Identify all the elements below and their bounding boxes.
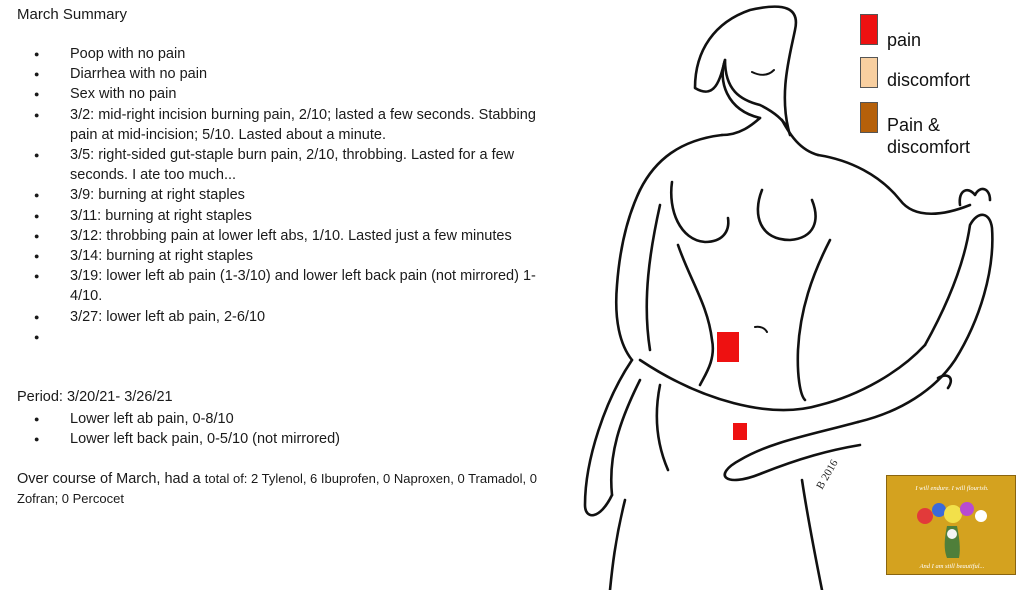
list-item: ● Sex with no pain xyxy=(17,84,557,104)
list-item: ● 3/12: throbbing pain at lower left abs, 1/10. Lasted just a few minutes xyxy=(17,226,557,246)
list-item: ● 3/5: right-sided gut-staple burn pain, 2/10, throbbing. Lasted for a few seconds. I ate too much... xyxy=(17,145,557,185)
list-item: ● Diarrhea with no pain xyxy=(17,64,557,84)
medication-lead: Over course of March, had a xyxy=(17,471,205,487)
breast-right xyxy=(758,190,816,240)
list-item: ● 3/2: mid-right incision burning pain, 2/10; lasted a few seconds. Stabbing pain at mid-incision; 5/10. Lasted about a minute. xyxy=(17,105,557,145)
neck xyxy=(722,118,818,155)
list-item: ● 3/19: lower left ab pain (1-3/10) and lower left back pain (not mirrored) 1-4/10. xyxy=(17,266,557,306)
torso-left-side xyxy=(678,245,713,385)
towel-left-side xyxy=(585,360,632,515)
flower-icon xyxy=(975,510,987,522)
list-item: ● 3/14: burning at right staples xyxy=(17,246,557,266)
list-item: ● 3/27: lower left ab pain, 2-6/10 xyxy=(17,307,557,327)
flower-icon xyxy=(917,508,933,524)
flower-icon xyxy=(932,503,946,517)
poster-bottom-text: And I am still beautiful... xyxy=(919,563,985,570)
pain-marker-pelvis xyxy=(733,423,747,440)
navel xyxy=(755,327,767,332)
list-item: ● 3/11: burning at right staples xyxy=(17,206,557,226)
motivational-poster xyxy=(886,475,1016,575)
towel-right-side xyxy=(858,215,992,422)
list-item: ● Lower left back pain, 0-5/10 (not mirrored) xyxy=(17,429,557,449)
legend-label: discomfort xyxy=(887,70,971,90)
towel-top-edge xyxy=(640,345,925,410)
eye-mark xyxy=(752,70,774,75)
flower-icon xyxy=(960,502,974,516)
period-title: Period: 3/20/21- 3/26/21 xyxy=(17,389,173,405)
breast-left xyxy=(671,182,728,242)
pain-and-discomfort-swatch xyxy=(860,102,878,133)
poster-top-text: I will endure. I will flourish. xyxy=(915,485,989,492)
left-shoulder xyxy=(640,135,722,190)
left-leg xyxy=(610,500,625,590)
pain-swatch xyxy=(860,14,878,45)
artist-signature: B 2016 xyxy=(814,457,841,492)
right-shoulder-arm xyxy=(818,155,970,214)
towel-fold xyxy=(611,380,668,495)
right-hand xyxy=(960,189,990,205)
poster-art xyxy=(887,476,1016,575)
discomfort-swatch xyxy=(860,57,878,88)
pain-marker-abdomen xyxy=(717,332,739,362)
flower-icon xyxy=(944,505,962,523)
hair-outline xyxy=(695,7,796,135)
legend-label: pain xyxy=(887,30,922,50)
list-item: ● 3/9: burning at right staples xyxy=(17,185,557,205)
head-outline xyxy=(723,60,760,118)
skull-icon xyxy=(947,529,957,539)
list-item: ● Lower left ab pain, 0-8/10 xyxy=(17,409,557,429)
legend-label: Pain & discomfort xyxy=(887,115,971,157)
torso-right-side xyxy=(798,240,830,400)
right-leg xyxy=(802,480,822,590)
left-hand xyxy=(938,376,951,388)
list-item: ● Poop with no pain xyxy=(17,44,557,64)
page-title: March Summary xyxy=(17,6,128,23)
medication-detail: total of: 2 Tylenol, 6 Ibuprofen, 0 Naproxen, 0 Tramadol, 0 Zofran; 0 Percocet xyxy=(17,471,537,506)
inner-left-arm xyxy=(647,205,660,350)
left-arm xyxy=(616,190,640,360)
